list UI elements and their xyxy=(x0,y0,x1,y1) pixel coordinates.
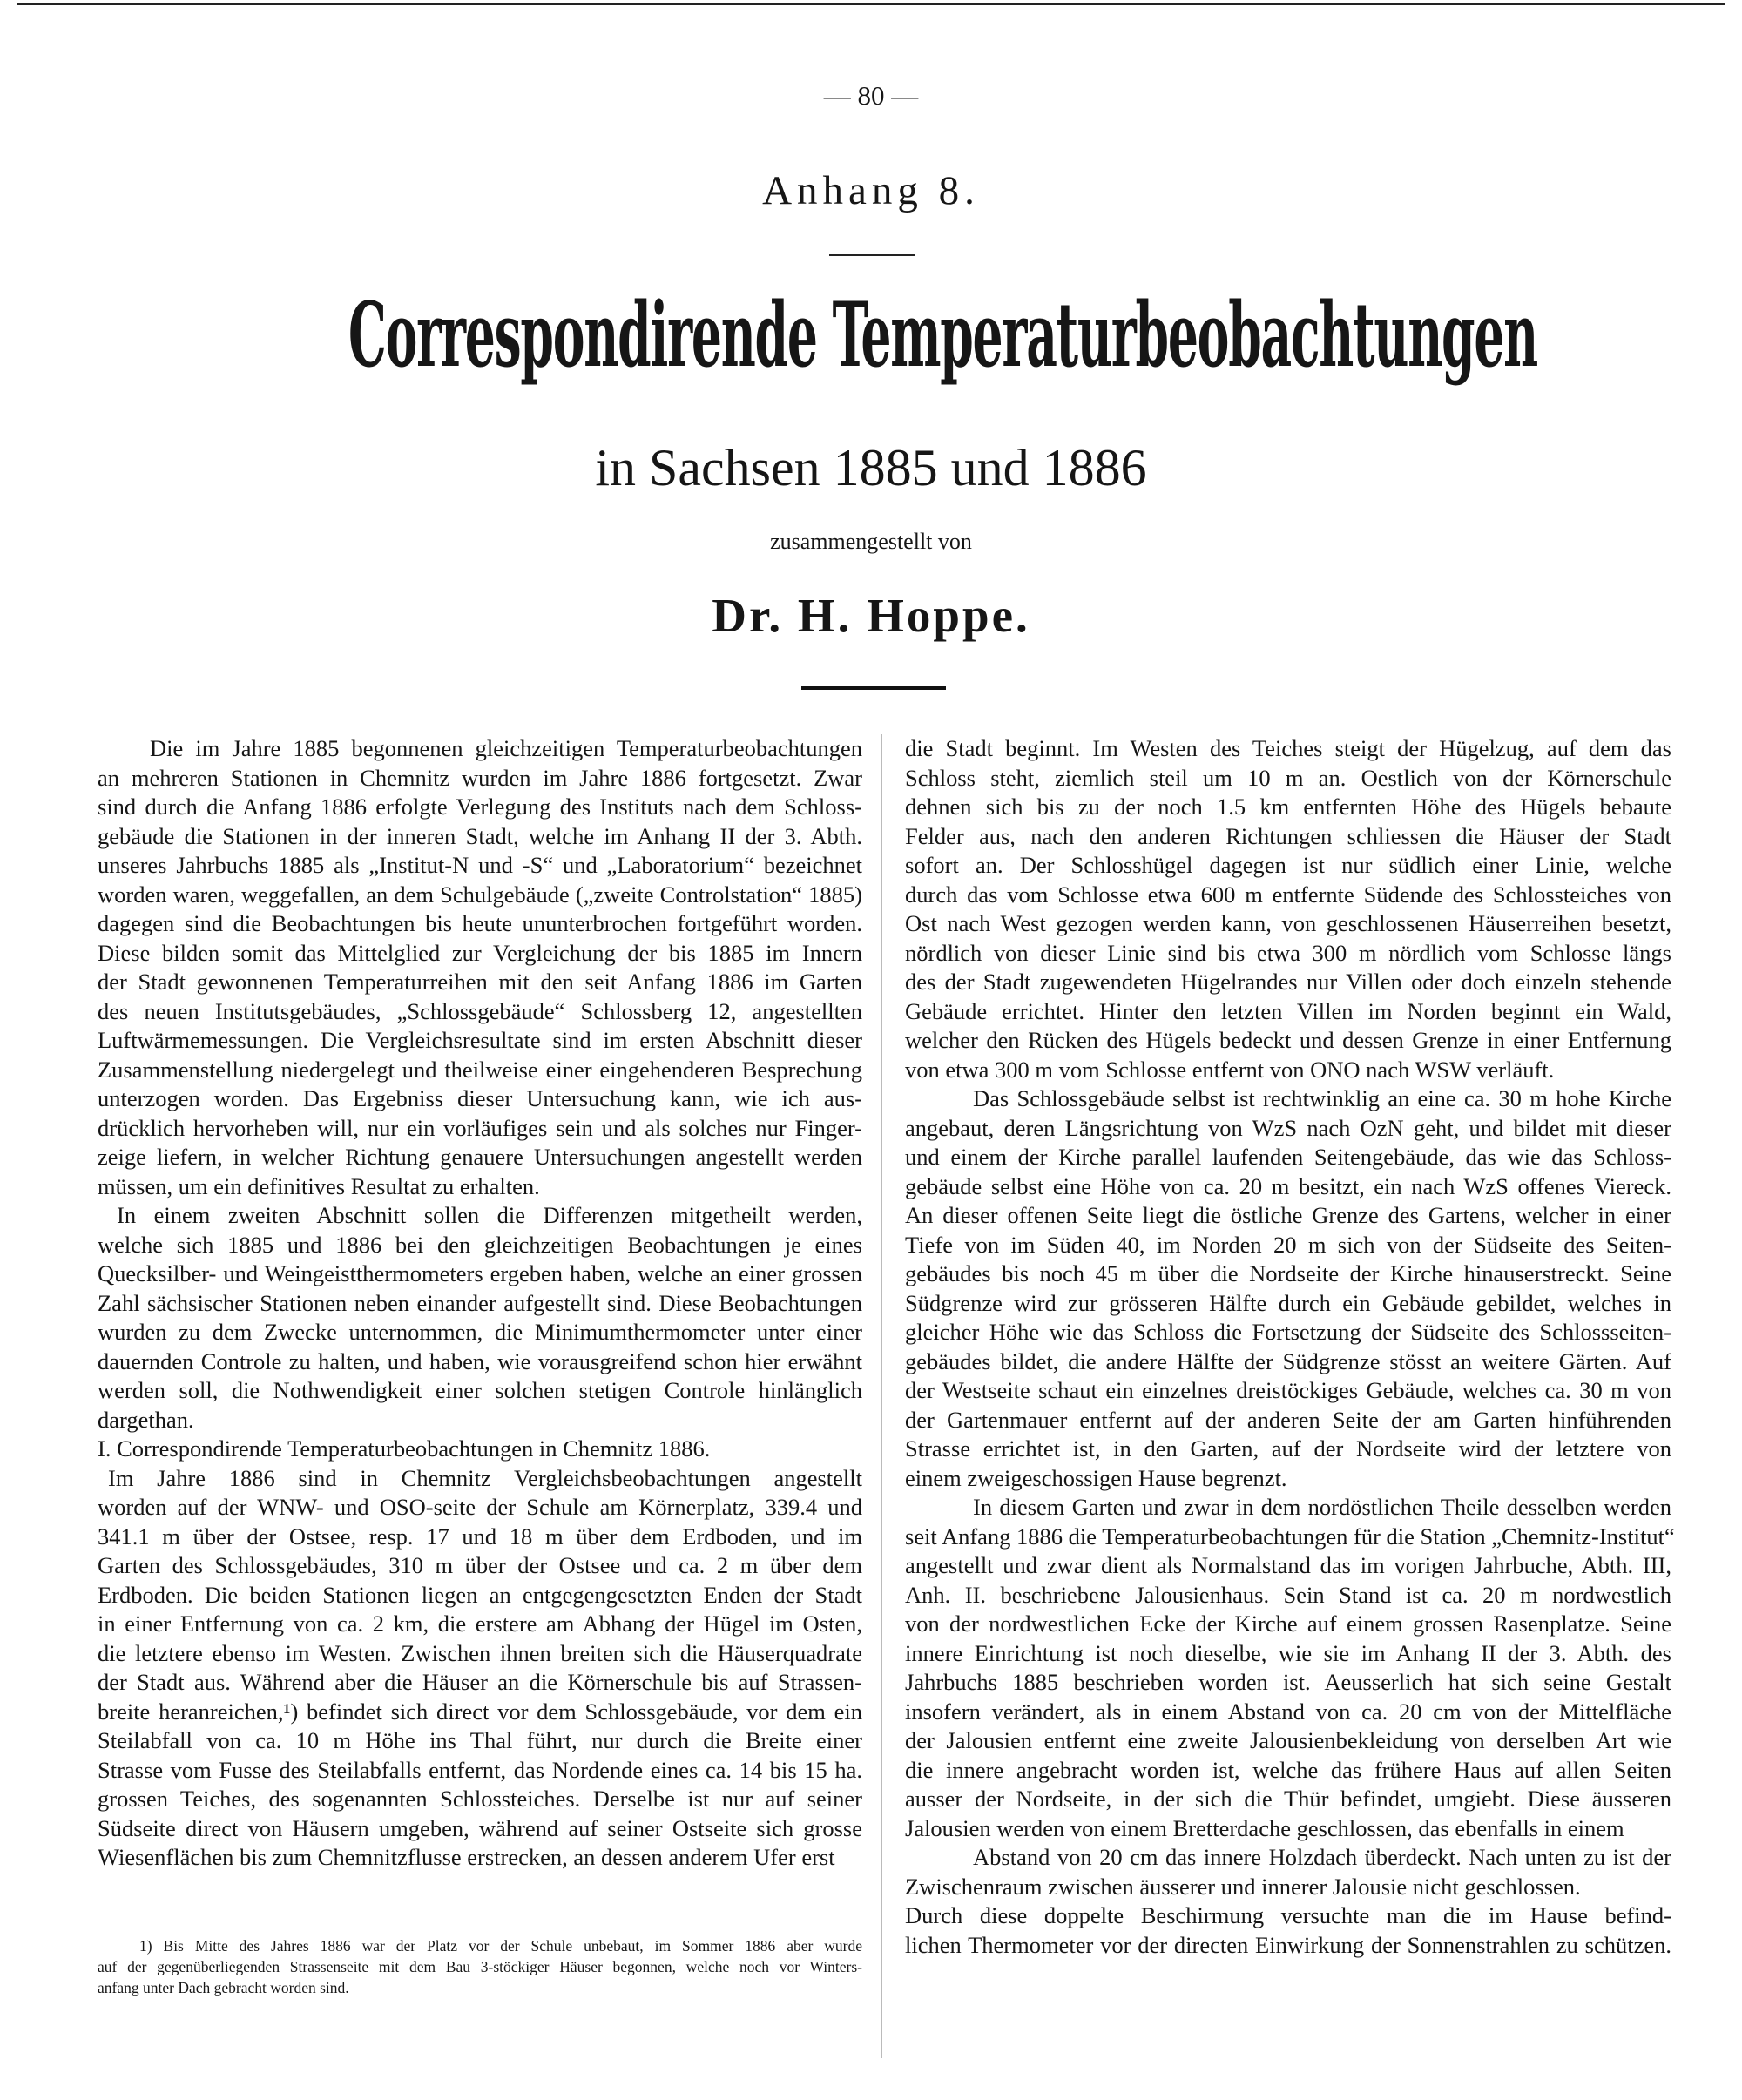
text-line: grossen Teiches, des sogenannten Schlossteiches. Derselbe ist nur auf seiner xyxy=(98,1786,862,1812)
text-line: sofort an. Der Schlosshügel dagegen ist nur südlich einer Linie, welche xyxy=(905,852,1671,878)
footnote xyxy=(98,1935,862,1998)
text-line: Zusammenstellung niedergelegt und theilweise einer eingehenderen Besprechung xyxy=(98,1056,862,1083)
text-line: in einer Entfernung von ca. 2 km, die erstere am Abhang der Hügel im Osten, xyxy=(98,1610,862,1637)
text-line: Ost nach West gezogen werden kann, von geschlossenen Häuserreihen besetzt, xyxy=(905,910,1671,936)
compiled-by-label: zusammengestellt von xyxy=(770,529,972,554)
text-line: In einem zweiten Abschnitt sollen die Differenzen mitgetheilt werden, xyxy=(117,1202,862,1228)
text-line: nördlich von dieser Linie sind bis etwa 300 m nördlich vom Schlosse längs xyxy=(905,939,1671,966)
text-line: Zwischenraum zwischen äusserer und innerer Jalousie nicht geschlossen. xyxy=(905,1873,1581,1900)
text-line: welche sich 1885 und 1886 bei den gleichzeitigen Beobachtungen je eines xyxy=(98,1231,862,1258)
text-line: worden auf der WNW- und OSO-seite der Schule am Körnerplatz, 339.4 und xyxy=(98,1494,862,1520)
text-line: an mehreren Stationen in Chemnitz wurden im Jahre 1886 fortgesetzt. Zwar xyxy=(98,764,862,791)
appendix-label: Anhang 8. xyxy=(762,168,980,213)
text-line: von etwa 300 m vom Schlosse entfernt von ONO nach WSW verläuft. xyxy=(905,1056,1555,1083)
author-name: Dr. H. Hoppe. xyxy=(712,589,1030,642)
text-line: durch das vom Schlosse etwa 600 m entfernte Südende des Schlossteiches von xyxy=(905,881,1671,908)
text-line: Das Schlossgebäude selbst ist rechtwinklig an eine ca. 30 m hohe Kirche xyxy=(973,1085,1671,1111)
text-line: gebäude die Stationen in der inneren Stadt, welche im Anhang II der 3. Abth. xyxy=(98,822,862,849)
column-divider xyxy=(881,734,882,2058)
text-line: der Gartenmauer entfernt auf der anderen Seite der am Garten hinführenden xyxy=(905,1406,1671,1433)
text-line: seit Anfang 1886 die Temperaturbeobachtungen für die Station „Chemnitz-Institut“ xyxy=(905,1523,1675,1550)
text-line: Durch diese doppelte Beschirmung versuchte man die im Hause befind- xyxy=(905,1902,1671,1928)
text-line: breite heranreichen,¹) befindet sich direct vor dem Schlossgebäude, vor dem ein xyxy=(98,1698,862,1725)
text-line: Luftwärmemessungen. Die Vergleichsresultate sind im ersten Abschnitt dieser xyxy=(98,1027,862,1053)
text-line: der Jalousien entfernt eine zweite Jalousienbekleidung von derselben Art wie xyxy=(905,1727,1671,1753)
text-line: innere Einrichtung ist noch dieselbe, wie sie im Anhang II der 3. Abth. des xyxy=(905,1639,1671,1666)
top-border-rule xyxy=(17,3,1725,5)
right-column xyxy=(905,734,1675,1960)
text-line: I. Correspondirende Temperaturbeobachtungen in Chemnitz 1886. xyxy=(98,1435,711,1462)
text-line: angestellt und zwar dient als Normalstand das im vorigen Jahrbuche, Abth. III, xyxy=(905,1552,1671,1578)
text-line: von der nordwestlichen Ecke der Kirche auf einem grossen Rasenplatze. Seine xyxy=(905,1610,1671,1637)
text-line: welcher den Rücken des Hügels bedeckt und dessen Grenze in einer Entfernung xyxy=(905,1027,1671,1053)
text-line: In diesem Garten und zwar in dem nordöstlichen Theile desselben werden xyxy=(973,1494,1671,1520)
text-line: gleicher Höhe wie das Schloss die Fortsetzung der Südseite des Schlossseiten- xyxy=(905,1319,1671,1345)
footnote-line: auf der gegenüberliegenden Strassenseite mit dem Bau 3-stöckiger Häuser begonnen, welche noch vor Winters- xyxy=(98,1958,862,1975)
text-line: einem zweigeschossigen Hause begrenzt. xyxy=(905,1464,1287,1491)
text-line: ausser der Nordseite, in der sich die Thür befindet, umgiebt. Diese äusseren xyxy=(905,1786,1671,1812)
text-line: Quecksilber- und Weingeistthermometers ergeben haben, welche an einer grossen xyxy=(98,1260,862,1286)
main-title: Correspondirende Temperaturbeobachtungen xyxy=(348,283,1538,388)
text-line: und einem der Kirche parallel laufenden Seitengebäude, das wie das Schloss- xyxy=(905,1144,1671,1170)
text-line: dargethan. xyxy=(98,1406,194,1433)
text-line: worden waren, weggefallen, an dem Schulgebäude („zweite Controlstation“ 1885) xyxy=(98,881,862,908)
text-line: sind durch die Anfang 1886 erfolgte Verlegung des Instituts nach dem Schloss- xyxy=(98,793,862,820)
text-line: wurden zu dem Zwecke unternommen, die Minimumthermometer unter einer xyxy=(98,1319,862,1345)
title-divider-short xyxy=(829,254,915,256)
text-line: Jalousien werden von einem Bretterdache geschlossen, das ebenfalls in einem xyxy=(905,1814,1624,1841)
text-line: An dieser offenen Seite liegt die östliche Grenze des Gartens, welcher in einer xyxy=(905,1202,1671,1228)
text-line: die letztere ebenso im Westen. Zwischen ihnen breiten sich die Häuserquadrate xyxy=(98,1639,862,1666)
text-line: gebäudes bis noch 45 m über die Nordseite der Kirche hinauserstreckt. Seine xyxy=(905,1260,1671,1286)
text-line: insofern verändert, als in einem Abstand von ca. 20 cm von der Mittelfläche xyxy=(905,1698,1671,1725)
text-line: der Stadt gewonnenen Temperaturreihen mit den seit Anfang 1886 im Garten xyxy=(98,969,862,995)
text-line: dagegen sind die Beobachtungen bis heute ununterbrochen fortgeführt worden. xyxy=(98,910,862,936)
text-line: Südseite direct von Häusern umgeben, während auf seiner Ostseite sich grosse xyxy=(98,1814,862,1841)
text-line: Im Jahre 1886 sind in Chemnitz Vergleichsbeobachtungen angestellt xyxy=(108,1464,862,1491)
text-line: Garten des Schlossgebäudes, 310 m über der Ostsee und ca. 2 m über dem xyxy=(98,1552,862,1578)
text-line: Steilabfall von ca. 10 m Höhe ins Thal führt, nur durch die Breite einer xyxy=(98,1727,862,1753)
text-line: Jahrbuchs 1885 beschrieben worden ist. Aeusserlich hat sich seine Gestalt xyxy=(905,1669,1671,1695)
text-line: des neuen Institutsgebäudes, „Schlossgebäude“ Schlossberg 12, angestellten xyxy=(98,997,862,1024)
text-line: gebäude selbst eine Höhe von ca. 20 m besitzt, ein nach WzS offenes Viereck. xyxy=(905,1172,1671,1199)
footnote-line: 1) Bis Mitte des Jahres 1886 war der Platz vor der Schule unbebaut, im Sommer 1886 aber wurde xyxy=(139,1937,862,1955)
text-line: Schloss steht, ziemlich steil um 10 m an. Oestlich von der Körnerschule xyxy=(905,764,1671,791)
text-line: Strasse errichtet ist, in den Garten, auf der Nordseite wird der letztere von xyxy=(905,1435,1671,1462)
text-line: Abstand von 20 cm das innere Holzdach überdeckt. Nach unten zu ist der xyxy=(973,1844,1671,1870)
text-line: Strasse vom Fusse des Steilabfalls entfernt, das Nordende eines ca. 14 bis 15 ha. xyxy=(98,1756,862,1783)
text-line: der Westseite schaut ein einzelnes dreistöckiges Gebäude, welches ca. 30 m von xyxy=(905,1377,1671,1403)
text-line: Erdboden. Die beiden Stationen liegen an entgegengesetzten Enden der Stadt xyxy=(98,1581,862,1608)
text-line: unterzogen worden. Das Ergebniss dieser Untersuchung kann, wie ich aus- xyxy=(98,1085,862,1111)
text-line: die innere angebracht worden ist, welche das frühere Haus auf allen Seiten xyxy=(905,1756,1671,1783)
text-line: Zahl sächsischer Stationen neben einander aufgestellt sind. Diese Beobachtungen xyxy=(98,1289,862,1316)
text-line: Südgrenze wird zur grösseren Hälfte durch ein Gebäude gebildet, welches in xyxy=(905,1289,1671,1316)
text-line: Diese bilden somit das Mittelglied zur Vergleichung der bis 1885 im Innern xyxy=(98,939,862,966)
text-line: drücklich hervorheben will, nur ein vorläufiges sein und als solches nur Finger- xyxy=(98,1114,862,1141)
text-line: Anh. II. beschriebene Jalousienhaus. Sein Stand ist ca. 20 m nordwestlich xyxy=(905,1581,1671,1608)
text-line: lichen Thermometer vor der directen Einwirkung der Sonnenstrahlen zu schützen. xyxy=(905,1931,1671,1958)
text-line: Felder aus, nach den anderen Richtungen schliessen die Häuser der Stadt xyxy=(905,822,1671,849)
text-line: zeige liefern, in welcher Richtung genauere Untersuchungen angestellt werden xyxy=(98,1144,862,1170)
text-line: Die im Jahre 1885 begonnenen gleichzeitigen Temperaturbeobachtungen xyxy=(150,735,862,761)
text-line: werden soll, die Nothwendigkeit einer solchen stetigen Controle hinlänglich xyxy=(98,1377,862,1403)
text-line: unseres Jahrbuchs 1885 als „Institut-N und -S“ und „Laboratorium“ bezeichnet xyxy=(98,852,862,878)
footnote-line: anfang unter Dach gebracht worden sind. xyxy=(98,1979,349,1996)
text-line: gebäudes bildet, die andere Hälfte der Südgrenze stösst an weitere Gärten. Auf xyxy=(905,1347,1671,1374)
subtitle: in Sachsen 1885 und 1886 xyxy=(595,439,1147,496)
text-line: Wiesenflächen bis zum Chemnitzflusse erstrecken, an dessen anderem Ufer erst xyxy=(98,1844,835,1870)
text-line: Tiefe von im Süden 40, im Norden 20 m sich von der Südseite des Seiten- xyxy=(905,1231,1671,1258)
text-line: der Stadt aus. Während aber die Häuser an die Körnerschule bis auf Strassen- xyxy=(98,1669,862,1695)
text-line: Gebäude errichtet. Hinter den letzten Villen im Norden beginnt ein Wald, xyxy=(905,997,1671,1024)
left-column xyxy=(98,734,862,1873)
text-line: dauernden Controle zu halten, und haben, wie vorausgreifend schon hier erwähnt xyxy=(98,1347,862,1374)
text-line: müssen, um ein definitives Resultat zu erhalten. xyxy=(98,1172,540,1199)
title-divider-bold xyxy=(801,686,946,690)
text-line: des der Stadt zugewendeten Hügelrandes nur Villen oder doch einzeln stehende xyxy=(905,969,1671,995)
page-number: — 80 — xyxy=(823,80,919,111)
text-line: dehnen sich bis zu der noch 1.5 km entfernten Höhe des Hügels bebaute xyxy=(905,793,1671,820)
text-line: 341.1 m über der Ostsee, resp. 17 und 18 m über dem Erdboden, und im xyxy=(98,1523,862,1550)
text-line: angebaut, deren Längsrichtung von WzS nach OzN geht, und bildet mit dieser xyxy=(905,1114,1671,1141)
text-line: die Stadt beginnt. Im Westen des Teiches steigt der Hügelzug, auf dem das xyxy=(905,735,1671,761)
